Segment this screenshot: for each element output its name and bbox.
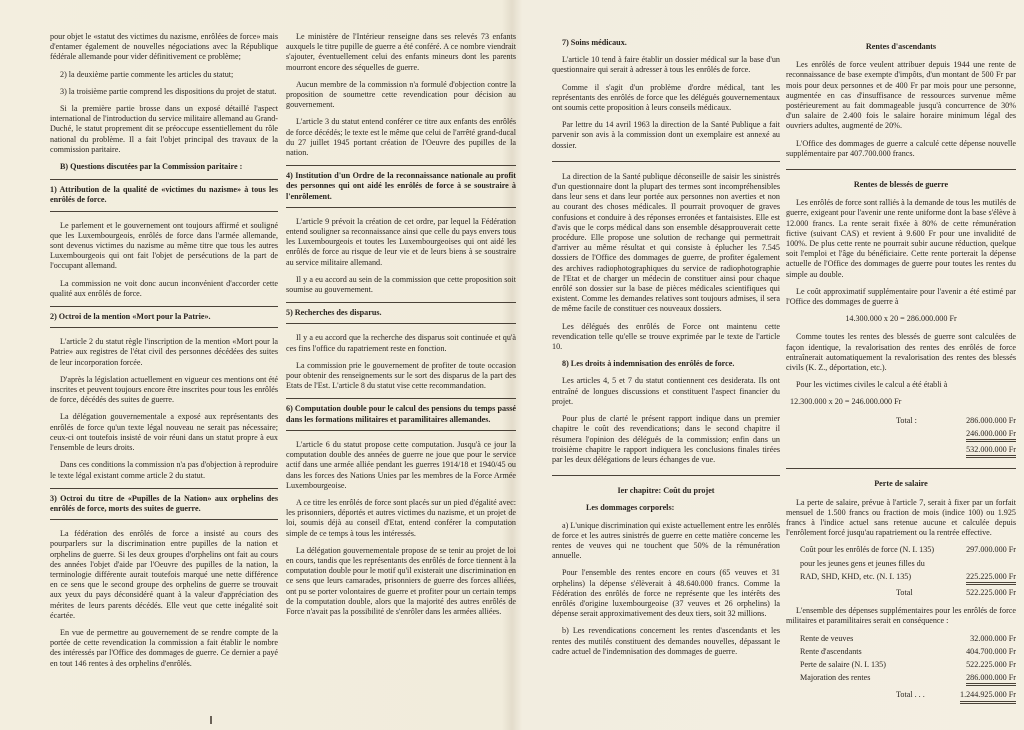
summary-row	[786, 634, 1016, 644]
paragraph: La délégation gouvernementale a exposé aux représentants des enrôlés de force qu'un texte légal nouveau ne serait pas nécessaire; ceux-ci ont toutefois insisté de voir réuni dans un statut propre à eux l'ensemble de leurs droits.	[50, 412, 278, 453]
summary-row	[786, 673, 1016, 686]
paragraph: L'Office des dommages de guerre a calculé cette dépense nouvelle supplémentaire par 407.700.000 francs.	[786, 138, 1016, 158]
paragraph: Le parlement et le gouvernement ont toujours affirmé et souligné que les Luxembourgeois, enrôlés de force dans l'armée allemande, sont devenus victimes du nazisme au même titre que tous les autres Luxembourgeois qui ont fait l'objet de persécutions de la part de l'occupant allemand.	[50, 220, 278, 271]
cost-value: 225.225.000 Fr	[966, 572, 1016, 585]
cost-label: RAD, SHD, KHD, etc. (N. I. 135)	[800, 571, 912, 581]
divider	[552, 475, 780, 476]
paragraph: La direction de la Santé publique déconseille de saisir les sinistrés d'un questionnaire dont la plupart des termes sont incompréhensibles dans leur sens et dans leur portée aux personnes non averties et non au courant des choses médicales. Il pourrait provoquer de graves confusions et conduire à des réponses erronées et fantaisistes. Elle est d'avis que le corps médical dans son ensemble désapprouverait cette procédure. Elle propose une solution de rechange qui permettrait d'arriver au même résultat et qui consiste à éplucher les 7.545 dossiers de l'Office des dommages de guerre, de profiter également des archives radiophotographiques du service de radiophotographie de l'Etat et de charger un médecin de constituer ainsi pour chaque enrôlé son dossier sur la base de pièces médicales scientifiques qui existent. Comme les demandes relatives sont toujours admises, il sera de même facile de constituer ces nouveaux dossiers.	[552, 171, 780, 314]
section-heading: Perte de salaire	[874, 479, 928, 489]
summary-row	[786, 647, 1016, 657]
chapter-heading: Ier chapitre: Coût du projet	[617, 486, 715, 496]
paragraph: Comme toutes les rentes des blessés de guerre sont calculées de façon identique, la revalorisation des rentes des enrôlés de force entraînerait automatiquement la revalorisation des rentes des blessés civils (K. Z., déportation, etc.).	[786, 332, 1016, 373]
boxed-heading: 1) Attribution de la qualité de «victimes du nazisme» à tous les enrôlés de force.	[50, 179, 278, 211]
paragraph: Le ministère de l'Intérieur renseigne dans ses relevés 73 enfants auxquels le titre pupille de guerre a été conféré. A ce nombre viendrait s'ajouter, éventuellement celui des enfants mineurs dont les parents mourront encore des séquelles de guerre.	[286, 32, 516, 72]
cost-row	[786, 545, 1016, 555]
total-row	[786, 588, 1016, 598]
paragraph: Les délégués des enrôlés de Force ont maintenu cette revendication telle qu'elle se trouve exprimée par le texte de l'article 10.	[552, 321, 780, 352]
section-heading: Rentes d'ascendants	[865, 42, 937, 51]
paragraph: La fédération des enrôlés de force a insisté au cours des pourparlers sur la discrimination entre pupilles de la nation et orphelins de guerre. Si les deux groupes d'orphelins ont fait au cours des années l'objet d'aide par l'Oeuvre des pupilles de la nation, la terminologie différente aurait toutefois marqué une nette différence en ce sens que le second groupe des orphelins de guerre se trouvait aux yeux du pays déconsidéré quant à la valeur d'appréciation des mérites de leurs parents décédés. Elle veut que cette inégalité soit écartée.	[50, 529, 278, 620]
total-label: Total	[896, 587, 913, 597]
summary-label: Majoration des rentes	[800, 673, 871, 683]
paragraph: Pour plus de clarté le présent rapport indique dans un premier chapitre le coût des revendications; dans le second chapitre il résumera l'opinion des délégués de la commission; enfin dans un troisième chapitre le rapport indiquera les conclusions finales tirées par les deux délégations de leurs échanges de vue.	[552, 414, 780, 464]
total-value: 522.225.000 Fr	[966, 587, 1016, 597]
summary-value: 32.000.000 Fr	[970, 633, 1016, 643]
summary-value: 522.225.000 Fr	[966, 659, 1016, 669]
total-row	[786, 429, 1016, 442]
formula: 12.300.000 x 20 = 246.000.000 Fr	[790, 397, 902, 407]
section-heading: 8) Les droits à indemnisation des enrôlés de force.	[562, 359, 735, 369]
paragraph: Il y a eu accord au sein de la commission que cette proposition soit soumise au gouvernement.	[286, 274, 516, 295]
boxed-heading: 4) Institution d'un Ordre de la reconnaissance nationale au profit des personnes qui ont aidé les enrôlés de force à se soustraire à l'enrôlement.	[286, 165, 516, 208]
summary-label: Rente d'ascendants	[800, 646, 862, 656]
paragraph: L'article 3 du statut entend conférer ce titre aux enfants des enrôlés de force décédés; le texte est le même que celui de l'arrêté grand-ducal du 27 juillet 1945 portant création de l'Oeuvre des pupilles de la nation.	[286, 117, 516, 158]
paragraph: L'article 10 tend à faire établir un dossier médical sur la base d'un questionnaire qui serait à adresser à tous les enrôlés de force.	[552, 55, 780, 75]
paragraph: La commission ne voit donc aucun inconvénient d'accorder cette qualité aux enrôlés de force.	[50, 278, 278, 298]
section-heading: B) Questions discutées par la Commission paritaire :	[60, 162, 243, 172]
paragraph: L'article 9 prévoit la création de cet ordre, par lequel la Fédération entend souligner sa reconnaissance ainsi que celle du pays envers tous les Luxembourgeois et toutes les Luxembourgeoises qui ont aidé les enrôlés de force au risque de leur vie et de leurs biens à se soustraire au service militaire allemand.	[286, 216, 516, 267]
paragraph: Pour l'ensemble des rentes encore en cours (65 veuves et 31 orphelins) la dépense s'élèverait à 48.640.000 francs. Comme la Fédération des enrôlés de force ne représente que les intérêts des enrôlés d'origine luxembourgeoise (37 veuves et 26 orphelins) la dépense serait approximativement des deux tiers, soit 32 millions.	[552, 568, 780, 619]
divider	[552, 161, 780, 162]
grand-total-value: 1.244.925.000 Fr	[960, 690, 1016, 703]
section-heading: Rentes de blessés de guerre	[853, 180, 949, 190]
summary-list	[786, 634, 1016, 687]
column-1	[50, 32, 278, 676]
summary-label: Rente de veuves	[800, 633, 854, 643]
divider	[786, 468, 1016, 469]
divider	[786, 169, 1016, 170]
paragraph: 3) la troisième partie comprend les dispositions du projet de statut.	[60, 86, 277, 96]
paragraph: La délégation gouvernementale propose de se tenir au projet de loi en cours, tandis que les représentants des enrôlés de force tiennent à la computation double pour le motif qu'il existerait une discrimination en ce sens que leurs camarades, prisonniers de guerre des forces alliées, ont pu se porter volontaires de guerre et profiter pour un certain temps de la computation double, alors que la majorité des autres enrôlés de Force n'avait pas la possibilité de s'enrôler dans les armées alliées.	[286, 545, 516, 616]
paragraph: Aucun membre de la commission n'a formulé d'objection contre la proposition de soumettre cette revendication pour décision au gouvernement.	[286, 79, 516, 110]
column-3	[552, 32, 780, 664]
paragraph: Comme il s'agit d'un problème d'ordre médical, tant les représentants des enrôlés de force que les délégués gouvernementaux ont soumis cette proposition à leurs conseils médicaux.	[552, 82, 780, 113]
boxed-heading: 3) Octroi du titre de «Pupilles de la Nation» aux orphelins des enrôlés de force, morts des suites de guerre.	[50, 488, 278, 520]
summary-row	[786, 660, 1016, 670]
paragraph: 2) la deuxième partie commente les articles du statut;	[60, 69, 234, 79]
paragraph: D'après la législation actuellement en vigueur ces mentions ont été inscrites et peuvent toujours encore être inscrites pour tous les enrôlés de force, décédés des suites de guerre.	[50, 374, 278, 405]
paragraph: La commission prie le gouvernement de profiter de toute occasion pour obtenir des renseignements sur le sort des disparus de la part des Etats de l'Est. L'article 8 du statut vise cette recommandation.	[286, 360, 516, 391]
column-2	[286, 32, 516, 624]
paragraph: En vue de permettre au gouvernement de se rendre compte de la portée de cette revendication la commission a fait établir le nombre des intéressés par l'Office des dommages de guerre. Ce dernier a payé en tout 146 rentes à des orphelins d'enrôlés.	[50, 627, 278, 668]
boxed-heading: 2) Octroi de la mention «Mort pour la Patrie».	[50, 306, 278, 328]
formula: 14.300.000 x 20 = 286.000.000 Fr	[845, 314, 957, 324]
cost-label: Coût pour les enrôlés de force (N. I. 135)	[800, 545, 935, 555]
total-row	[786, 416, 1016, 426]
total-value: 532.000.000 Fr	[966, 445, 1016, 458]
section-heading: 7) Soins médicaux.	[562, 38, 627, 47]
paragraph: L'ensemble des dépenses supplémentaires pour les enrôlés de force militaires et paramilitaires serait en conséquence :	[786, 606, 1016, 626]
paragraph: La perte de salaire, prévue à l'article 7, serait à fixer par un forfait mensuel de 1.500 francs ou fraction de mois (indice 100) ou 1.925 francs à l'indice actuel sans retenue aucune et calculée depuis l'enrôlement forcé jusqu'au rapatriement ou la rentrée effective.	[786, 497, 1016, 538]
subsection-heading: Les dommages corporels:	[586, 503, 675, 513]
cost-label: pour les jeunes gens et jeunes filles du	[800, 558, 925, 568]
total-label: Total :	[896, 415, 917, 425]
paragraph: Par lettre du 14 avril 1963 la direction de la Santé Publique a fait parvenir son avis à la commission dont un exemplaire est annexé au dossier.	[552, 120, 780, 150]
paragraph: b) Les revendications concernent les rentes d'ascendants et les rentes des mutilés constituent des demandes nouvelles, dépassant le cadre actuel de l'indemnisation des dommages de guerre.	[552, 626, 780, 656]
paragraph: L'article 6 du statut propose cette computation. Jusqu'à ce jour la computation double des années de guerre ne joue que pour le service actif dans une armée alliée pendant les guerres 1914/18 et 1940/45 ou dans les forces des Nations Unies par les membres de la Force Armée Luxembourgeoise.	[286, 439, 516, 490]
paragraph: A ce titre les enrôlés de force sont placés sur un pied d'égalité avec: les prisonniers, déportés et autres victimes du nazisme, et un projet de loi, soumis déjà au conseil d'Etat, entend conférer la computation simple de ce temps à tous les intéressés.	[286, 497, 516, 538]
scan-mark	[210, 716, 212, 724]
paragraph: Les articles 4, 5 et 7 du statut contiennent ces desiderata. Ils ont entraîné de longues discussions et constituent l'aspect financier du projet.	[552, 376, 780, 406]
paragraph: L'article 2 du statut règle l'inscription de la mention «Mort pour la Patrie» aux registres de l'état civil des personnes décédées des suites de leur incorporation forcée.	[50, 337, 278, 367]
cost-row	[786, 572, 1016, 585]
paragraph: Il y a eu accord que la recherche des disparus soit continuée et qu'à ces fins l'office du rapatriement reste en fonction.	[286, 333, 516, 353]
paragraph: Le coût approximatif supplémentaire pour l'avenir a été estimé par l'Office des dommages de guerre à	[786, 286, 1016, 307]
total-row	[786, 445, 1016, 458]
cost-value: 297.000.000 Fr	[966, 545, 1016, 555]
summary-label: Perte de salaire (N. I. 135)	[800, 659, 886, 669]
cost-row	[786, 559, 1016, 569]
paragraph: Pour les victimes civiles le calcul a été établi à	[796, 380, 948, 390]
summary-value: 404.700.000 Fr	[966, 646, 1016, 656]
summary-value: 286.000.000 Fr	[966, 673, 1016, 686]
paragraph: Si la première partie brosse dans un exposé détaillé l'aspect international de l'introduction du service militaire allemand au Grand-Duché, le statut proprement dit se préoccupe essentiellement du rôle national du problème. Il a fait l'objet principal des travaux de la commission paritaire.	[50, 104, 278, 154]
total-value: 286.000.000 Fr	[966, 415, 1016, 425]
column-4	[786, 32, 1016, 707]
total-value: 246.000.000 Fr	[966, 429, 1016, 442]
grand-total-label: Total . . .	[896, 690, 925, 700]
boxed-heading: 5) Recherches des disparus.	[286, 302, 516, 324]
paragraph: a) L'unique discrimination qui existe actuellement entre les enrôlés de force et les autres sinistrés de guerre en cette matière concerne les rentes de veuves qui ne touchent que 50% de la rémunération annuelle.	[552, 520, 780, 561]
paragraph: Les enrôlés de force sont ralliés à la demande de tous les mutilés de guerre, exigeant pour l'avenir une rente uniforme dont la base s'élève à 12.000 francs. La rente serait fixée à 80% de cette rémunération fictive (suivant CAS) et revient à 9.600 Fr pour une invalidité de 100%. De plus cette rente ne pourrait subir aucune réduction, quelque soit l'emploi et l'âge du bénéficiaire. Cette rente porterait la dépense actuelle de l'Office des dommages de guerre pour toutes les rentes du simple au double.	[786, 198, 1016, 279]
grand-total-row	[786, 690, 1016, 703]
paragraph: Dans ces conditions la commission n'a pas d'objection à reproduire le texte légal existant comme article 2 du statut.	[50, 460, 278, 480]
paragraph: Les enrôlés de force veulent attribuer depuis 1944 une rente de reconnaissance de base exempte d'impôts, d'un montant de 500 Fr par mois pour deux personnes et de 400 Fr par mois pour une personne, augmentée en cas d'insuffisance de ressources survenue même postérieurement au fait dommageable jusqu'à concurrence de 30% d'un salaire de 2.400 fois le salaire horaire minimum légal des ouvriers adultes, augmenté de 20%.	[786, 60, 1016, 131]
boxed-heading: 6) Computation double pour le calcul des pensions du temps passé dans les formations militaires et paramilitaires allemandes.	[286, 398, 516, 430]
paragraph: pour objet le «statut des victimes du nazisme, enrôlées de force» mais d'entamer également de nouvelles négociations avec la République fédérale allemande pour vider définitivement ce problème;	[50, 32, 278, 62]
